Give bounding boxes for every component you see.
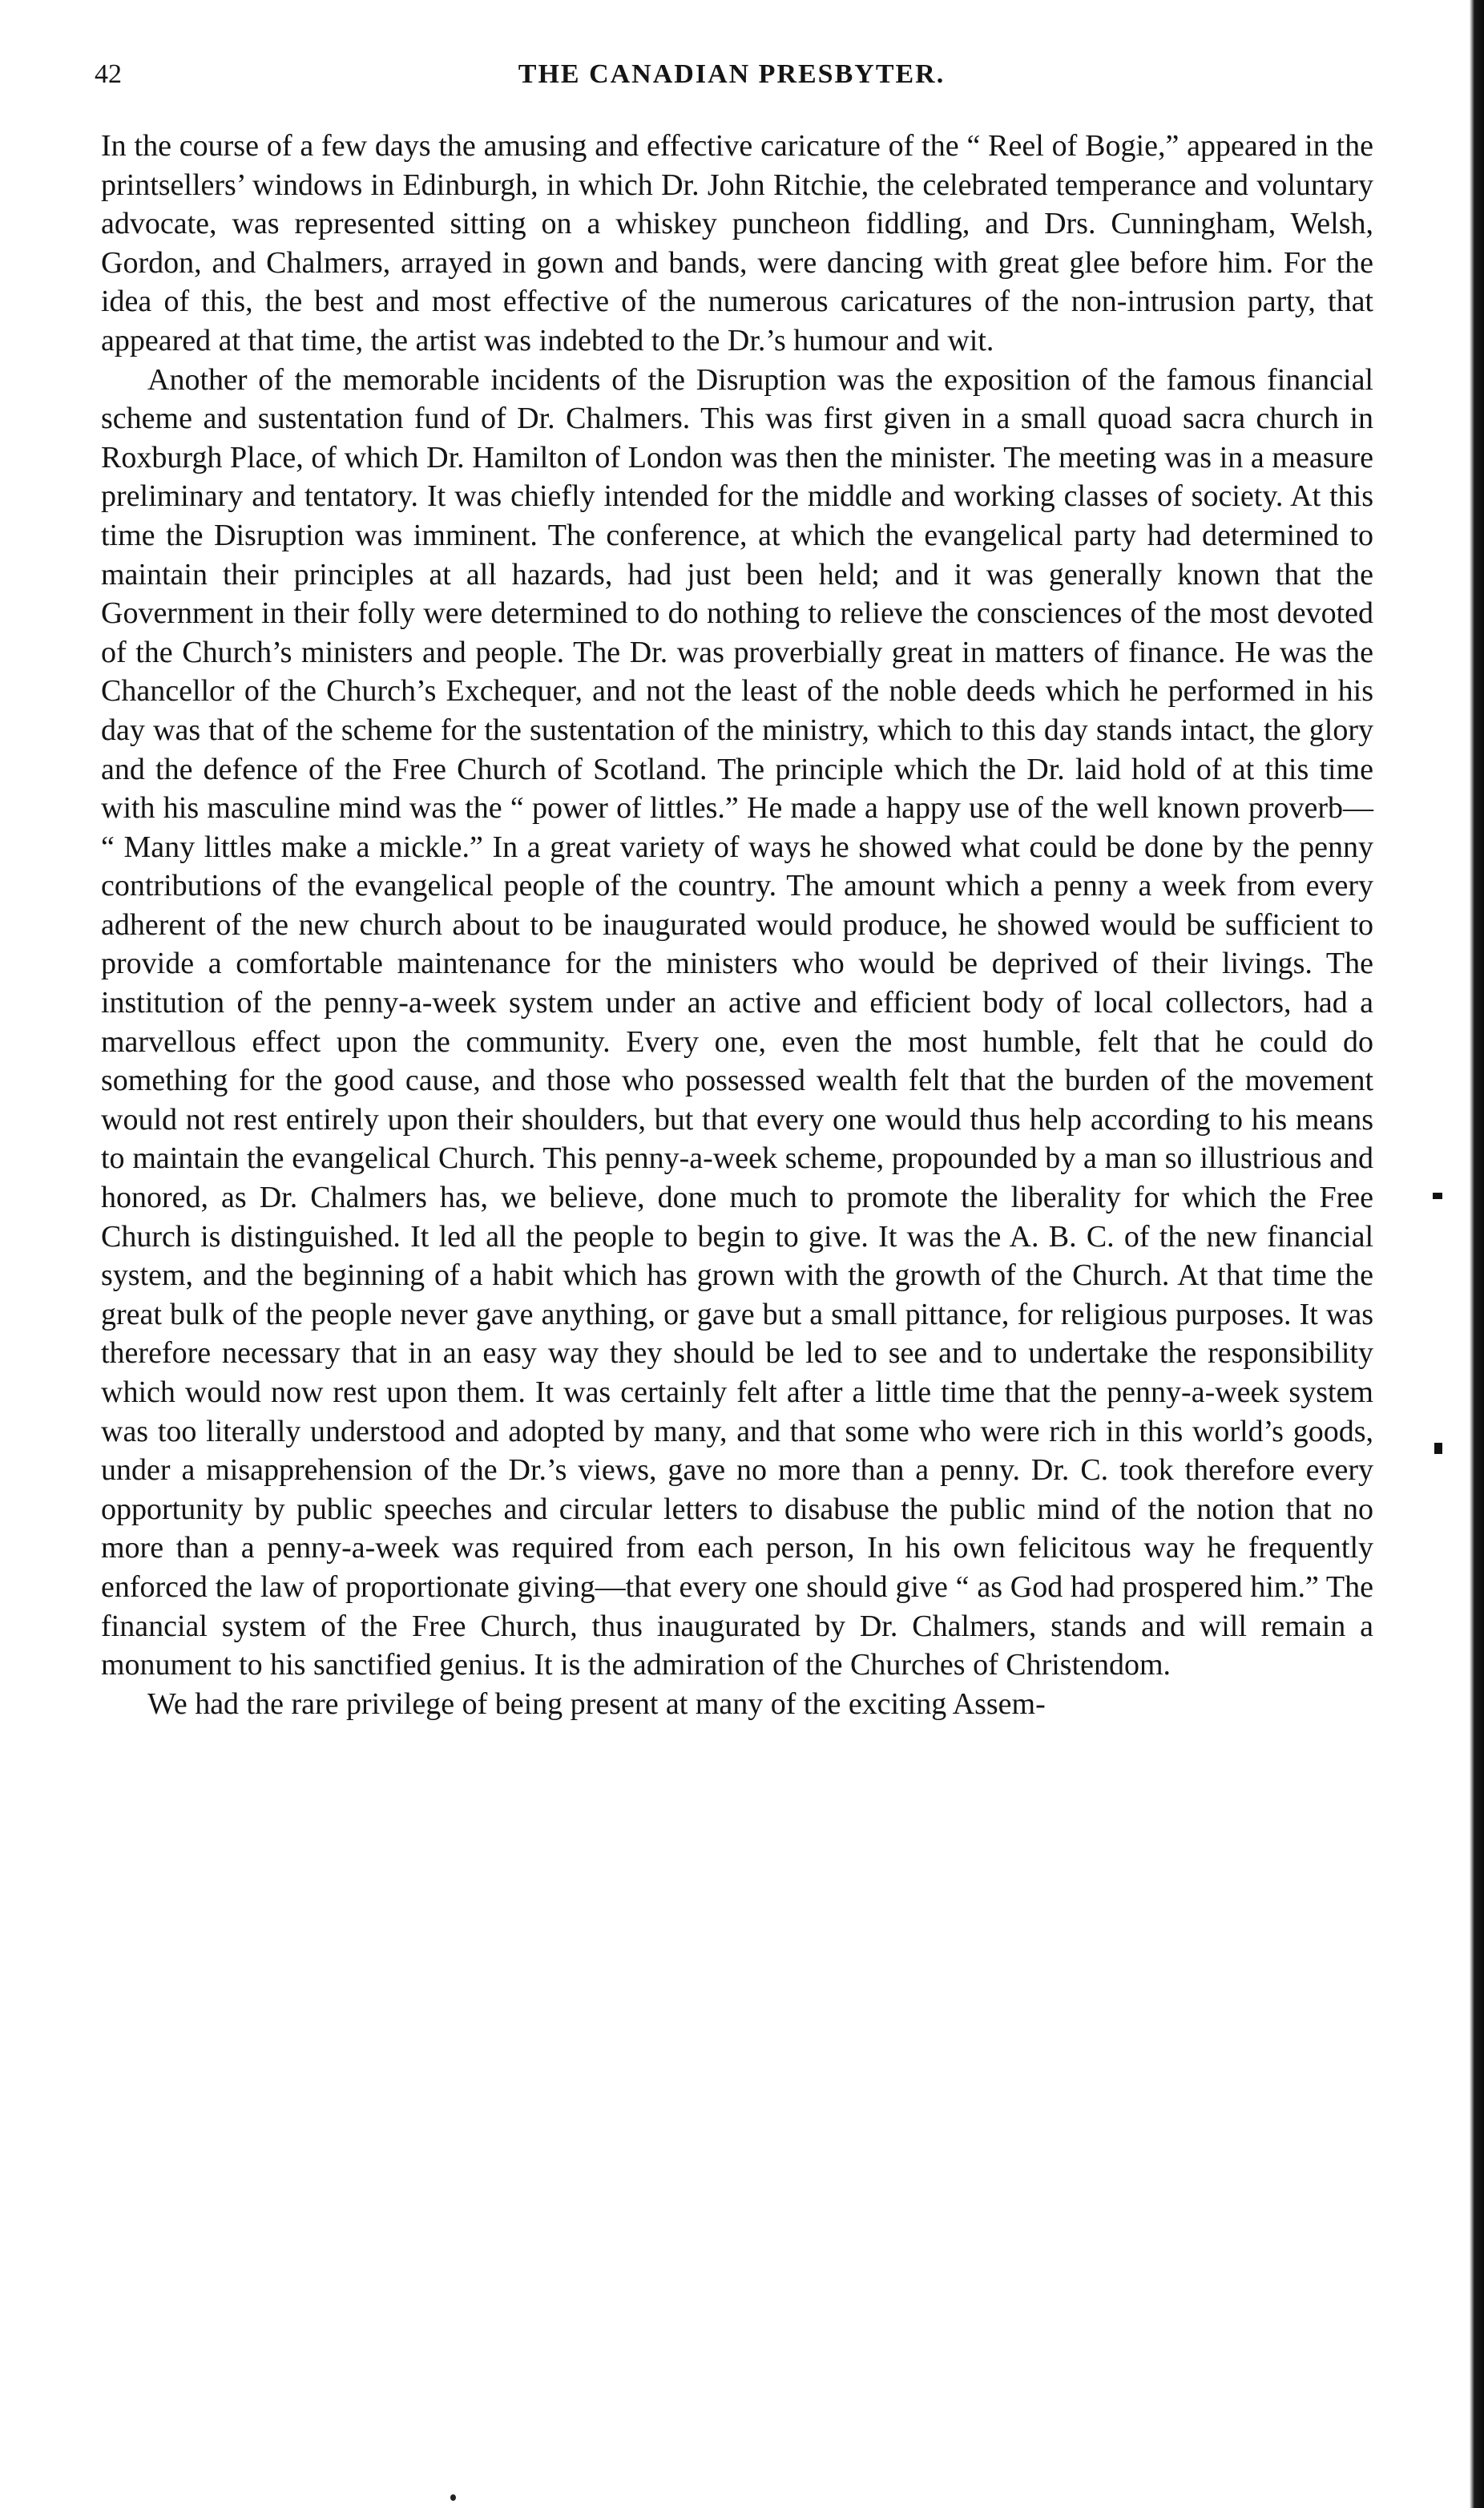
paragraph-assemblies: We had the rare privilege of being present at many of the exciting Assem- (147, 1686, 1046, 1721)
binding-notch (1434, 1443, 1442, 1454)
binding-shadow (1442, 0, 1484, 2508)
page-number: 42 (95, 59, 122, 89)
paragraph-financial-scheme: Another of the memorable incidents of the Disruption was the exposition of the famous financial scheme and sustentation fund of Dr. Chalmers. This was first given in a small quoad sacra church in Roxburgh Place, of which Dr. Hamilton of London was then the minister. The meeting was in a measure preliminary and tentatory. It was chiefly intended for the middle and working classes of society. At this time the Disruption was imminent. The conference, at which the evangelical party had determined to maintain their principles at all hazards, had just been held; and it was generally known that the Government in their folly were determined to do nothing to relieve the consciences of the most devoted of the Church’s ministers and people. The Dr. was proverbially great in matters of finance. He was the Chancellor of the Church’s Exchequer, and not the least of the noble deeds which he performed in his day was that of the scheme for the sustentation of the ministry, which to this day stands intact, the glory and the defence of the Free Church of Scotland. The principle which the Dr. laid hold of at this time with his masculine mind was the “ power of littles.” He made a happy use of the well known proverb— “ Many littles make a mickle.” In a great variety of ways he showed what could be done by the penny contributions of the evangelical people of the country. The amount which a penny a week from every adherent of the new church about to be inaugurated would produce, he showed would be sufficient to provide a comfortable maintenance for the ministers who would be deprived of their livings. The institution of the penny-a-week system under an active and efficient body of local collectors, had a marvellous effect upon the community. Every one, even the most humble, felt that he could do something for the good cause, and those who possessed wealth felt that the burden of the movement would not rest entirely upon their shoulders, but that every one would thus help according to his means to maintain the evangelical Church. This penny-a-week scheme, propounded by a man so illustrious and honored, as Dr. Chalmers has, we believe, done much to promote the liberality for which the Free Church is distinguished. It led all the people to begin to give. It was the A. B. C. of the new financial system, and the beginning of a habit which has grown with the growth of the Church. At that time the great bulk of the people never gave anything, or gave but a small pittance, for religious purposes. It was therefore necessary that in an easy way they should be led to see and to undertake the responsibility which would now rest upon them. It was certainly felt after a little time that the penny-a-week system was too literally understood and adopted by many, and that some who were rich in this world’s goods, under a misapprehension of the Dr.’s views, gave no more than a penny. Dr. C. took therefore every opportunity by public speeches and circular letters to disabuse the public mind of the notion that no more than a penny-a-week was required from each person, In his own felicitous way he frequently enforced the law of proportionate giving—that every one should give “ as God had prospered him.” The financial system of the Free Church, thus inaugurated by Dr. Chalmers, stands and will remain a monument to his sanctified genius. It is the admiration of the Churches of Christendom. (101, 362, 1373, 1682)
page-header (95, 55, 1369, 95)
paragraph-reel-of-bogie: In the course of a few days the amusing and effective caricature of the “ Reel of Bogie,” appeared in the printsellers’ windows in Edinburgh, in which Dr. John Ritchie, the celebrated temperance and voluntary advocate, was represented sitting on a whiskey puncheon fiddling, and Drs. Cunningham, Welsh, Gordon, and Chalmers, arrayed in gown and bands, were dancing with great glee before him. For the idea of this, the best and most effective of the numerous caricatures of the non-intrusion party, that appeared at that time, the artist was indebted to the Dr.’s humour and wit. (101, 129, 1373, 357)
ink-speck (450, 2494, 456, 2501)
article-body (101, 127, 1373, 1723)
running-title: THE CANADIAN PRESBYTER. (518, 59, 946, 89)
binding-notch (1433, 1193, 1442, 1199)
